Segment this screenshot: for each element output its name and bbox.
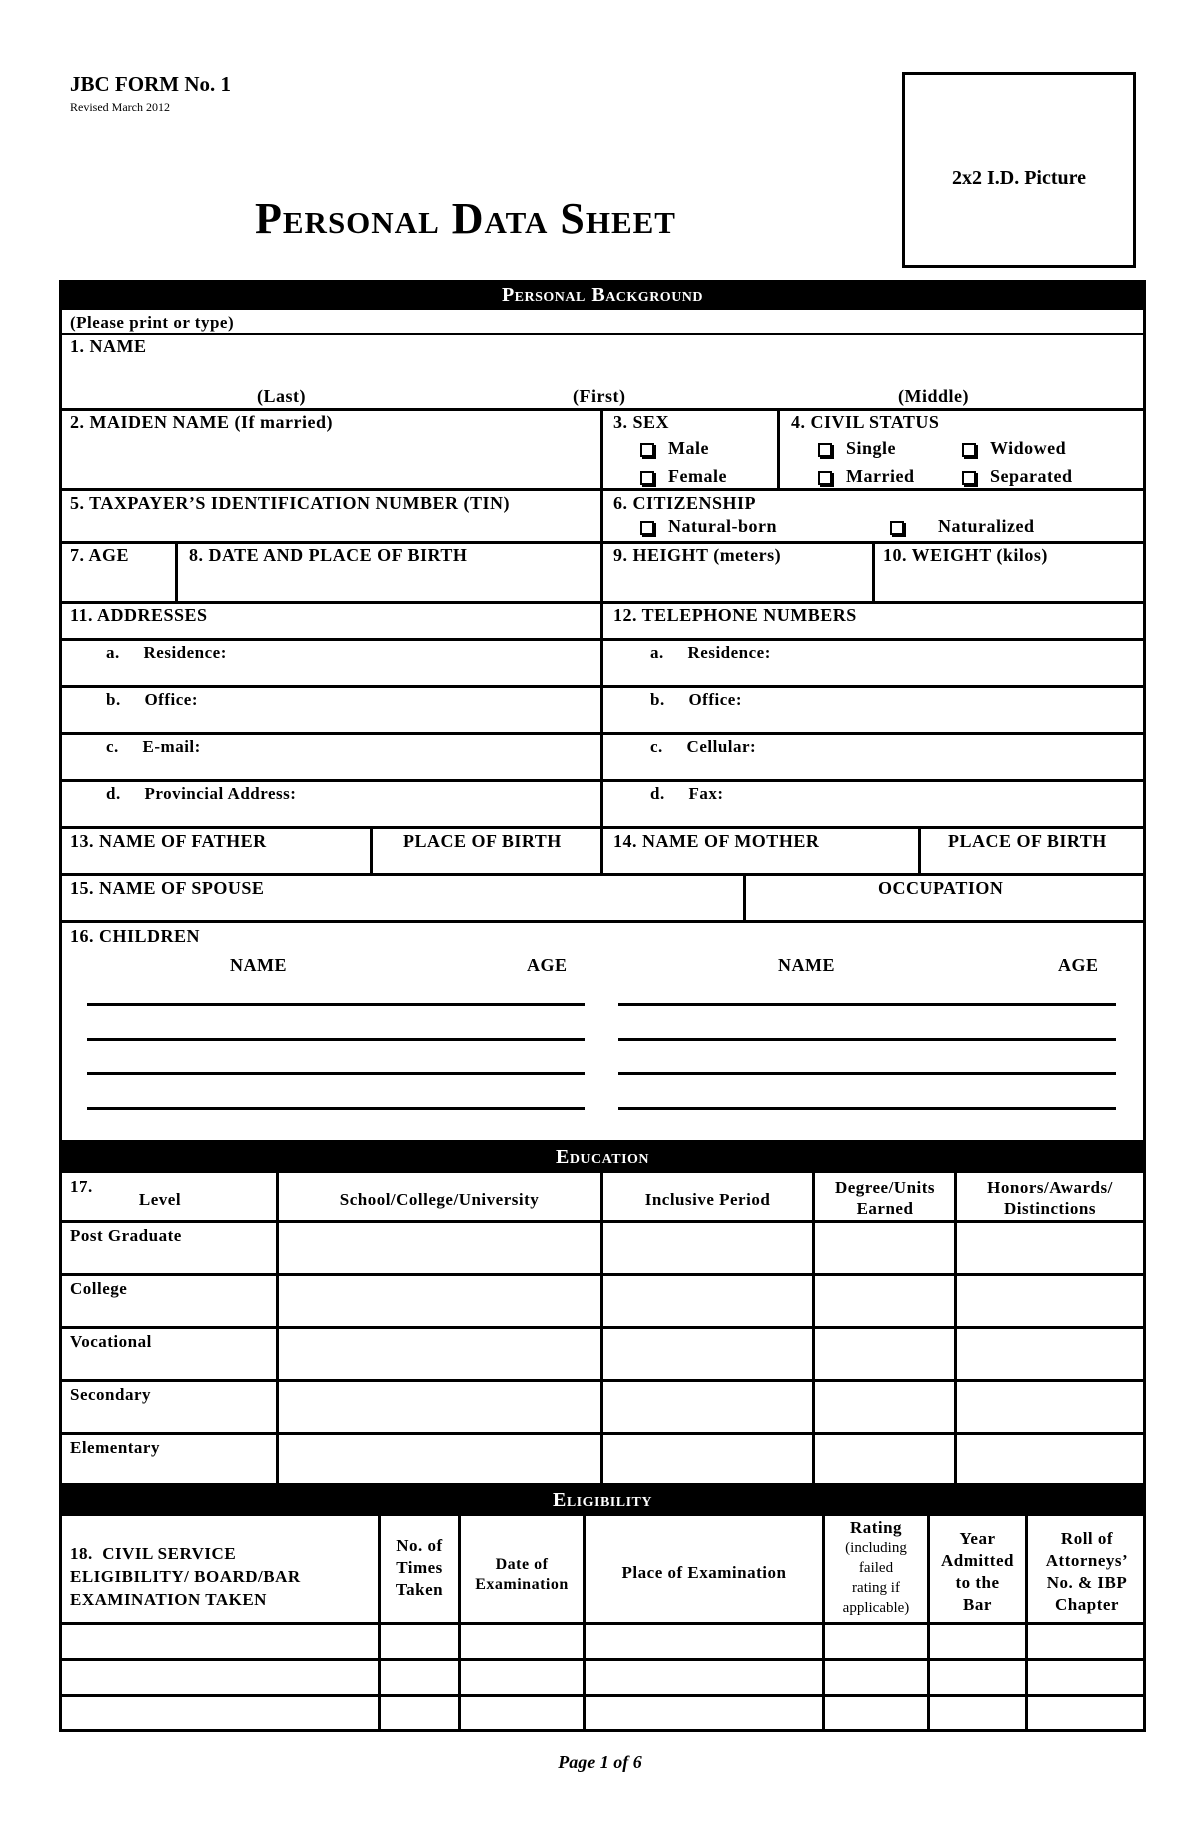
edu-header-honors: Honors/Awards/ Distinctions [987, 1178, 1113, 1218]
civil-married-option[interactable] [818, 466, 914, 487]
child-line[interactable] [618, 1072, 1116, 1075]
married-label: Married [846, 466, 915, 486]
name-first-label: (First) [573, 386, 626, 406]
child-line[interactable] [87, 1038, 585, 1041]
natural-born-checkbox[interactable] [640, 521, 654, 535]
print-note: (Please print or type) [70, 313, 235, 332]
child-line[interactable] [618, 1107, 1116, 1110]
age-label: 7. AGE [70, 545, 130, 565]
widowed-label: Widowed [990, 438, 1067, 458]
elig-header-place: Place of Examination [621, 1563, 787, 1582]
separated-label: Separated [990, 466, 1073, 486]
spouse-name-label: 15. NAME OF SPOUSE [70, 878, 265, 898]
citizenship-naturalized-option[interactable] [890, 516, 1034, 537]
citizenship-label: 6. CITIZENSHIP [613, 493, 757, 513]
form-number: JBC FORM No. 1 [70, 72, 231, 96]
occupation-label: OCCUPATION [878, 878, 1004, 898]
edu-level-college: College [70, 1279, 128, 1298]
addresses-label: 11. ADDRESSES [70, 605, 208, 625]
civil-widowed-option[interactable] [962, 438, 1066, 459]
elig-rating-title: Rating [849, 1518, 903, 1537]
edu-level-post-graduate: Post Graduate [70, 1226, 182, 1245]
child-line[interactable] [87, 1107, 585, 1110]
naturalized-label: Naturalized [938, 516, 1035, 536]
father-pob-label: PLACE OF BIRTH [403, 831, 562, 851]
education-item-number: 17. [70, 1177, 93, 1196]
natural-born-label: Natural-born [668, 516, 777, 536]
widowed-checkbox[interactable] [962, 443, 976, 457]
civil-single-option[interactable] [818, 438, 896, 459]
tel-office-label: b. Office: [650, 690, 742, 709]
citizenship-natural-option[interactable] [640, 516, 777, 537]
edu-header-level: Level [138, 1190, 182, 1209]
photo-box [902, 72, 1136, 268]
children-name-header-right: NAME [778, 955, 835, 975]
single-label: Single [846, 438, 897, 458]
elig-header-exam: 18. CIVIL SERVICE ELIGIBILITY/ BOARD/BAR EXAMINATION TAKEN [70, 1544, 301, 1609]
civil-separated-option[interactable] [962, 466, 1073, 487]
separated-checkbox[interactable] [962, 471, 976, 485]
sex-male-option[interactable] [640, 438, 709, 459]
elig-header-rating [825, 1518, 927, 1618]
mother-name-label: 14. NAME OF MOTHER [613, 831, 820, 851]
tel-cellular-label: c. Cellular: [650, 737, 757, 756]
maiden-name-label: 2. MAIDEN NAME (If married) [70, 412, 333, 432]
edu-level-secondary: Secondary [70, 1385, 151, 1404]
revised-date: Revised March 2012 [70, 100, 170, 114]
single-checkbox[interactable] [818, 443, 832, 457]
child-line[interactable] [618, 1038, 1116, 1041]
child-line[interactable] [618, 1003, 1116, 1006]
male-label: Male [668, 438, 709, 458]
children-age-header-right: AGE [1058, 955, 1099, 975]
edu-header-school: School/College/University [339, 1190, 540, 1209]
sex-label: 3. SEX [613, 412, 670, 432]
civil-status-label: 4. CIVIL STATUS [791, 412, 940, 432]
married-checkbox[interactable] [818, 471, 832, 485]
children-name-header-left: NAME [230, 955, 287, 975]
page-title: Personal Data Sheet [255, 194, 676, 243]
section-education: Education [59, 1141, 1146, 1173]
date-place-birth-label: 8. DATE AND PLACE OF BIRTH [189, 545, 468, 565]
children-age-header-left: AGE [527, 955, 568, 975]
name-label: 1. NAME [70, 336, 147, 356]
child-line[interactable] [87, 1072, 585, 1075]
name-last-label: (Last) [257, 386, 306, 406]
elig-rating-note: (including failed rating if applicable) [842, 1540, 910, 1616]
elig-header-roll: Roll of Attorneys’ No. & IBP Chapter [1045, 1529, 1129, 1614]
name-middle-label: (Middle) [898, 386, 969, 406]
female-label: Female [668, 466, 727, 486]
tel-residence-label: a. Residence: [650, 643, 771, 662]
address-email-label: c. E-mail: [106, 737, 201, 756]
elig-header-year: Year Admitted to the Bar [941, 1529, 1014, 1614]
father-name-label: 13. NAME OF FATHER [70, 831, 267, 851]
elig-header-date: Date of Examination [475, 1556, 569, 1593]
female-checkbox[interactable] [640, 471, 654, 485]
mother-pob-label: PLACE OF BIRTH [948, 831, 1107, 851]
elig-header-times: No. of Times Taken [395, 1536, 444, 1599]
child-line[interactable] [87, 1003, 585, 1006]
edu-level-vocational: Vocational [70, 1332, 152, 1351]
naturalized-checkbox[interactable] [890, 521, 904, 535]
weight-label: 10. WEIGHT (kilos) [883, 545, 1048, 565]
page-number: Page 1 of 6 [558, 1752, 642, 1772]
tel-fax-label: d. Fax: [650, 784, 724, 803]
address-provincial-label: d. Provincial Address: [106, 784, 297, 803]
sex-female-option[interactable] [640, 466, 727, 487]
photo-label: 2x2 I.D. Picture [951, 167, 1087, 189]
edu-header-degree: Degree/Units Earned [834, 1178, 936, 1218]
address-residence-label: a. Residence: [106, 643, 227, 662]
section-personal-background: Personal Background [59, 280, 1146, 310]
children-label: 16. CHILDREN [70, 926, 201, 946]
telephone-numbers-label: 12. TELEPHONE NUMBERS [613, 605, 857, 625]
edu-level-elementary: Elementary [70, 1438, 160, 1457]
address-office-label: b. Office: [106, 690, 198, 709]
male-checkbox[interactable] [640, 443, 654, 457]
edu-header-period: Inclusive Period [644, 1190, 771, 1209]
height-label: 9. HEIGHT (meters) [613, 545, 782, 565]
section-eligibility: Eligibility [59, 1484, 1146, 1516]
tin-label: 5. TAXPAYER’S IDENTIFICATION NUMBER (TIN) [70, 493, 511, 513]
